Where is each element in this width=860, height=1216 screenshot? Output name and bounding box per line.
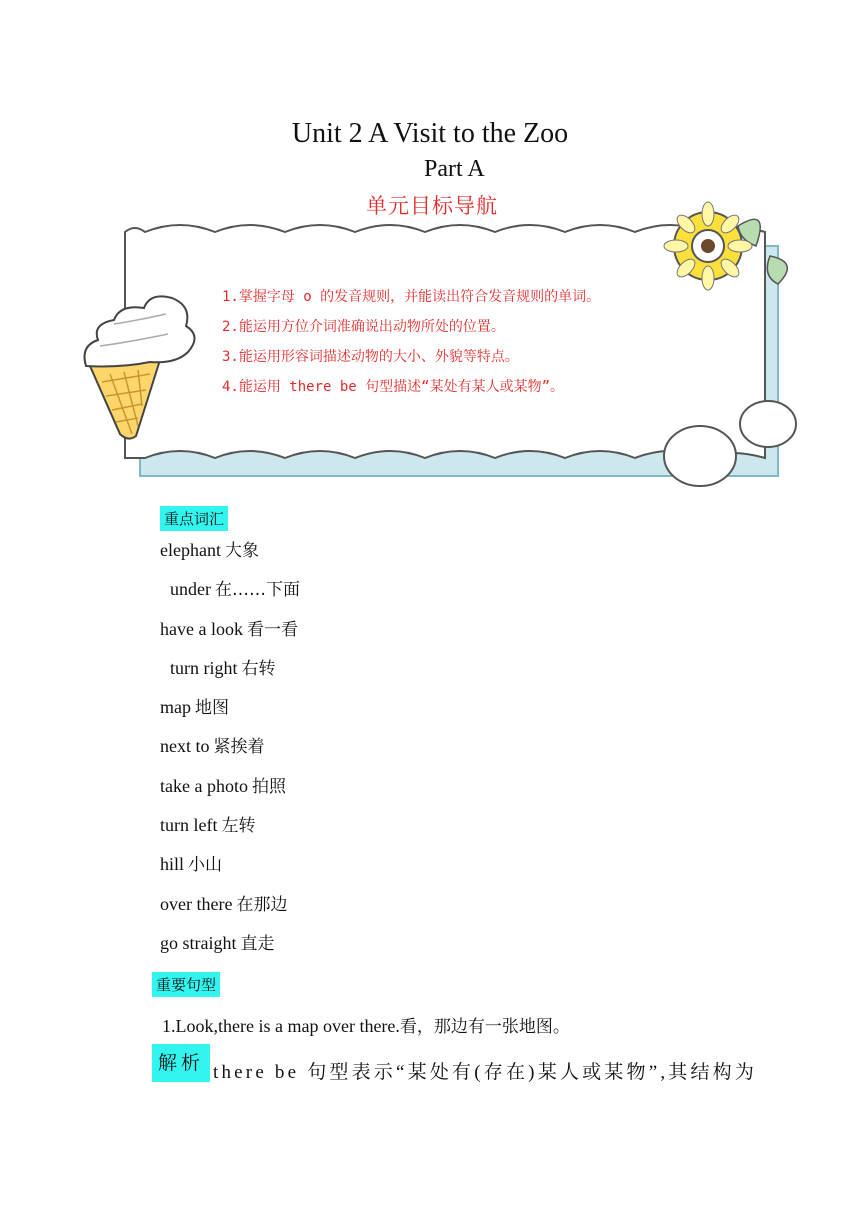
- vocab-en: hill: [160, 854, 185, 875]
- vocab-cn: 大象: [224, 541, 259, 561]
- vocab-item: [160, 774, 300, 813]
- vocab-item: [160, 656, 300, 695]
- vocab-item: [160, 892, 300, 931]
- goal-item: 4.能运用 there be 句型描述“某处有某人或某物”。: [222, 379, 565, 395]
- goal-list: [222, 286, 600, 406]
- vocab-en: go straight: [160, 932, 237, 953]
- vocab-en: have a look: [160, 618, 243, 639]
- bubble-small: [740, 401, 796, 447]
- analysis-text: there be 句型表示“某处有(存在)某人或某物”,其结构为: [213, 1062, 758, 1083]
- vocab-cn: 右转: [241, 658, 276, 679]
- vocab-en: over there: [160, 893, 233, 914]
- vocab-en: map: [160, 697, 191, 718]
- vocab-cn: 紧挨着: [213, 737, 265, 758]
- page-title: Unit 2 A Visit to the Zoo: [291, 118, 569, 149]
- vocab-cn: 小山: [188, 855, 223, 876]
- page-subtitle: Part A: [424, 156, 485, 182]
- vocab-en: next to: [160, 736, 210, 757]
- key-sentence: [162, 1012, 570, 1037]
- vocab-cn: 地图: [195, 698, 229, 719]
- section-heading: 单元目标导航: [366, 194, 498, 218]
- vocab-item: [160, 813, 300, 852]
- vocab-section-label: 重点词汇: [160, 506, 228, 531]
- vocab-item: [160, 617, 300, 656]
- vocab-en: elephant: [160, 540, 221, 560]
- analysis-label: 解析: [152, 1044, 210, 1082]
- vocab-cn: 在那边: [236, 894, 288, 915]
- vocab-en: turn right: [170, 657, 238, 678]
- bubble-large: [664, 426, 736, 486]
- vocab-en: under: [170, 579, 211, 600]
- vocab-cn: 直走: [240, 933, 275, 954]
- vocab-cn: 在……下面: [214, 580, 300, 601]
- vocab-item: [160, 538, 300, 577]
- sentence-en: 1.Look,there is a map over there.: [162, 1016, 400, 1036]
- vocab-cn: 左转: [221, 816, 256, 837]
- goal-item: 3.能运用形容词描述动物的大小、外貌等特点。: [222, 349, 519, 365]
- vocab-item: [160, 695, 300, 734]
- sentence-section-label: 重要句型: [152, 972, 220, 997]
- vocab-item: [160, 931, 300, 970]
- vocab-cn: 拍照: [251, 776, 286, 797]
- vocab-cn: 看一看: [246, 619, 298, 640]
- vocab-item: [160, 734, 300, 773]
- vocab-list: [160, 538, 300, 970]
- vocab-en: take a photo: [160, 775, 248, 796]
- goal-item: 1.掌握字母 o 的发音规则，并能读出符合发音规则的单词。: [222, 289, 601, 305]
- sentence-cn: 看，那边有一张地图。: [399, 1017, 570, 1037]
- vocab-en: turn left: [160, 815, 218, 836]
- vocab-item: [160, 852, 300, 891]
- goal-item: 2.能运用方位介词准确说出动物所处的位置。: [222, 319, 505, 335]
- vocab-item: [160, 577, 300, 616]
